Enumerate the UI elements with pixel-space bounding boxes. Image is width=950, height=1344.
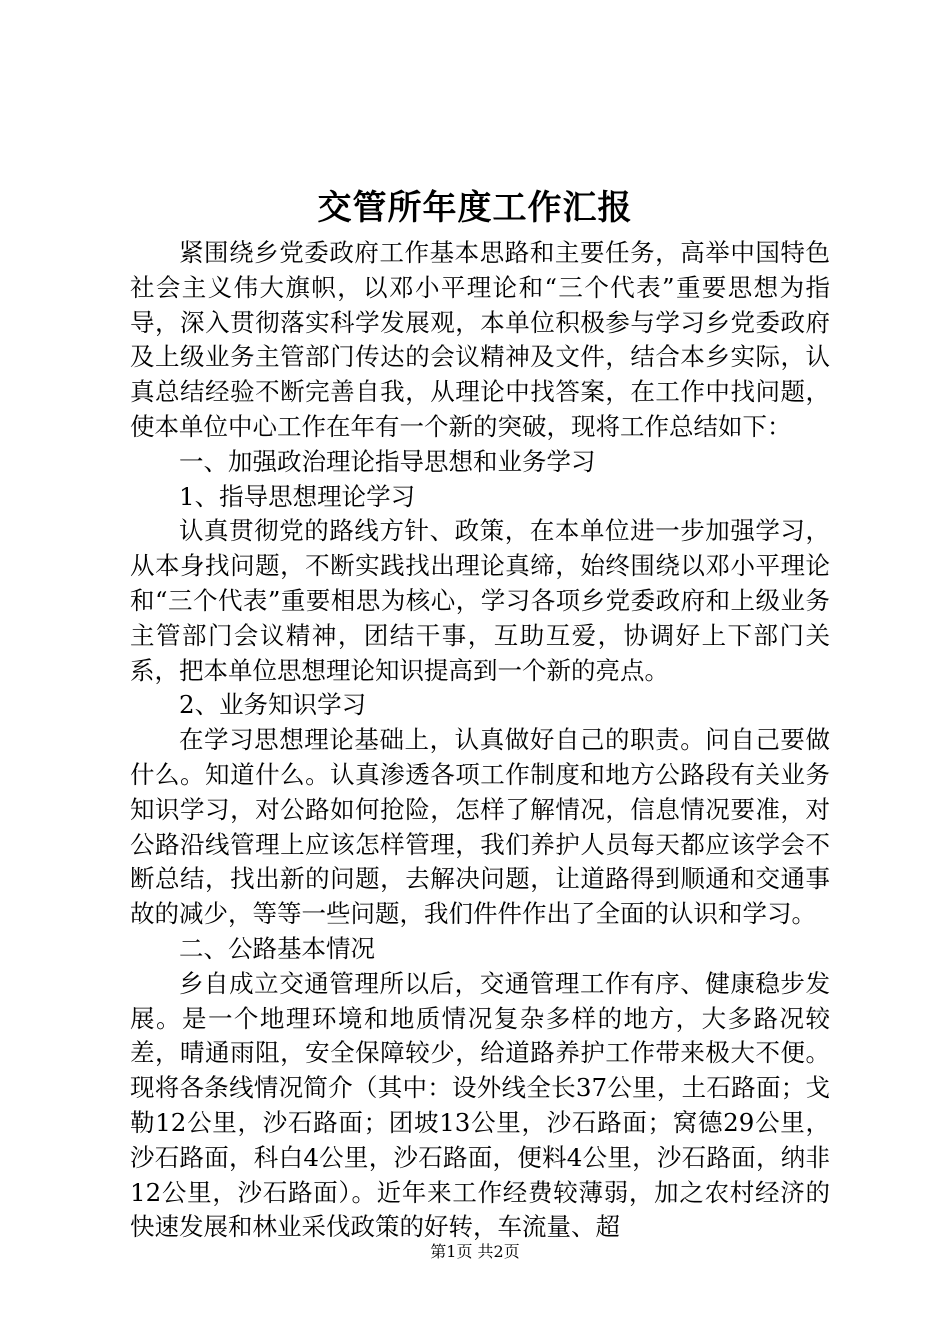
- document-title: 交管所年度工作汇报: [317, 188, 633, 228]
- paragraph-road-situation: 乡自成立交通管理所以后，交通管理工作有序、健康稳步发展。是一个地理环境和地质情况复杂多样的地方，大多路况较差，晴通雨阻，安全保障较少，给道路养护工作带来极大不便。现将各条线情况简介（其中：设外线全长37公里，土石路面；戈勒12公里，沙石路面；团坡13公里，沙石路面；窝德29公里，沙石路面，科白4公里，沙石路面，便料4公里，沙石路面，纳非12公里，沙石路面）。近年来工作经费较薄弱，加之农村经济的快速发展和林业采伐政策的好转，车流量、超: [130, 968, 830, 1242]
- subsection-heading-1-1: 1、指导思想理论学习: [179, 481, 416, 511]
- section-heading-2: 二、公路基本情况: [179, 933, 375, 963]
- page-footer: 第1页 共2页: [430, 1242, 520, 1261]
- paragraph-intro: 紧围绕乡党委政府工作基本思路和主要任务，高举中国特色社会主义伟大旗帜，以邓小平理论和“三个代表”重要思想为指导，深入贯彻落实科学发展观，本单位积极参与学习乡党委政府及上级业务主管部门传达的会议精神及文件，结合本乡实际，认真总结经验不断完善自我，从理论中找答案，在工作中找问题，使本单位中心工作在年有一个新的突破，现将工作总结如下：: [130, 238, 830, 441]
- subsection-heading-1-2: 2、业务知识学习: [179, 690, 367, 720]
- paragraph-business-study: 在学习思想理论基础上，认真做好自己的职责。问自己要做什么。知道什么。认真渗透各项工作制度和地方公路段有关业务知识学习，对公路如何抢险，怎样了解情况，信息情况要准，对公路沿线管理上应该怎样管理，我们养护人员每天都应该学会不断总结，找出新的问题，去解决问题，让道路得到顺通和交通事故的减少，等等一些问题，我们件件作出了全面的认识和学习。: [130, 725, 830, 929]
- document-body: [130, 236, 830, 1245]
- section-heading-1: 一、加强政治理论指导思想和业务学习: [179, 446, 596, 476]
- paragraph-theory-study: 认真贯彻党的路线方针、政策，在本单位进一步加强学习，从本身找问题，不断实践找出理论真缔，始终围绕以邓小平理论和“三个代表”重要相思为核心，学习各项乡党委政府和上级业务主管部门会议精神，团结干事，互助互爱，协调好上下部门关系，把本单位思想理论知识提高到一个新的亮点。: [130, 516, 830, 685]
